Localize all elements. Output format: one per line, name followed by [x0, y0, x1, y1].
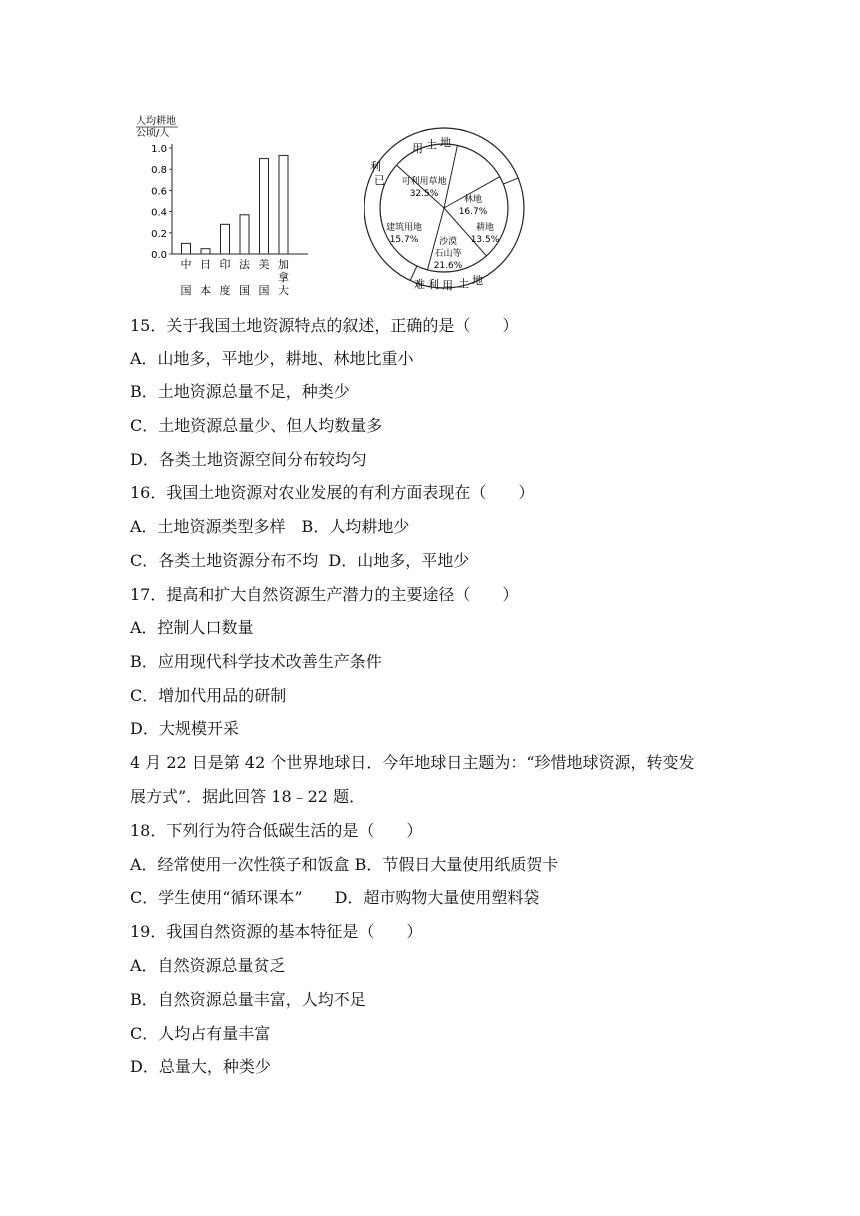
category-label: 国 — [258, 284, 270, 297]
ring-label: 用 — [412, 142, 423, 155]
y-tick-label: 0.4 — [151, 207, 167, 219]
bar-1 — [201, 249, 210, 254]
answer-option: C．各类土地资源分布不均 D．山地多，平地少 — [130, 551, 470, 570]
answer-option: D．大规模开采 — [130, 719, 239, 738]
ring-label: 利 — [428, 278, 439, 291]
answer-option: B．土地资源总量不足，种类少 — [130, 382, 350, 401]
category-label: 加 — [278, 258, 289, 271]
answer-option: C．土地资源总量少、但人均数量多 — [130, 416, 383, 435]
category-label: 本 — [200, 284, 211, 297]
bar-4 — [260, 159, 269, 254]
answer-option: C．人均占有量丰富 — [130, 1024, 271, 1043]
category-label: 美 — [258, 258, 270, 271]
slice-label: 石山等 — [434, 249, 462, 259]
bar-0 — [182, 243, 191, 254]
category-label: 大 — [278, 284, 289, 297]
slice-label: 耕地 — [475, 223, 495, 233]
category-label: 日 — [200, 258, 211, 271]
ring-divider-0 — [503, 178, 518, 184]
category-label: 印 — [219, 258, 231, 271]
slice-value: 21.6% — [433, 261, 463, 271]
land-resource-pie-chart — [364, 112, 534, 302]
answer-option: A．山地多，平地少，耕地、林地比重小 — [130, 349, 414, 368]
answer-option: B．应用现代科学技术改善生产条件 — [130, 652, 382, 671]
slice-label: 建筑用地 — [385, 223, 423, 233]
ring-label: 土 — [458, 277, 469, 290]
bar-2 — [221, 224, 230, 254]
category-label: 拿 — [278, 271, 289, 284]
ring-label: 用 — [442, 279, 453, 292]
category-label: 法 — [239, 258, 250, 271]
category-label: 国 — [180, 284, 192, 297]
answer-option: A．自然资源总量贫乏 — [130, 956, 286, 975]
answer-option: C．增加代用品的研制 — [130, 686, 287, 705]
ring-label: 利 — [370, 160, 381, 173]
slice-label: 沙漠 — [438, 237, 458, 247]
figure-area — [128, 112, 528, 302]
passage-text: 4 月 22 日是第 42 个世界地球日．今年地球日主题为：“珍惜地球资源，转变发 — [130, 753, 695, 772]
ring-label: 地 — [472, 274, 483, 287]
answer-option: D．各类土地资源空间分布较均匀 — [130, 450, 367, 469]
y-tick-label: 0.2 — [151, 228, 167, 240]
bar-3 — [240, 215, 249, 254]
y-tick-label: 0.8 — [151, 165, 167, 177]
ring-label: 土 — [426, 138, 437, 151]
answer-option: A．控制人口数量 — [130, 618, 254, 637]
question-stem: 18．下列行为符合低碳生活的是（ ） — [130, 821, 423, 840]
slice-label: 林地 — [463, 195, 483, 205]
ring-label: 地 — [440, 136, 451, 149]
answer-option: C．学生使用“循环课本” D．超市购物大量使用塑料袋 — [130, 888, 540, 907]
question-stem: 15．关于我国土地资源特点的叙述，正确的是（ ） — [130, 316, 519, 335]
category-label: 中 — [180, 258, 192, 271]
y-tick-label: 0.0 — [151, 250, 167, 261]
category-label: 度 — [219, 284, 231, 297]
passage-text: 展方式”．据此回答 18﹣22 题． — [130, 787, 366, 806]
category-label: 国 — [239, 284, 250, 297]
bar-5 — [279, 155, 288, 254]
slice-value: 13.5% — [470, 235, 500, 245]
slice-value: 15.7% — [389, 235, 419, 245]
y-axis-label: 人均耕地 — [136, 116, 176, 127]
question-stem: 17．提高和扩大自然资源生产潜力的主要途径（ ） — [130, 585, 519, 604]
slice-value: 32.5% — [409, 189, 439, 199]
answer-option: A．经常使用一次性筷子和饭盒 B．节假日大量使用纸质贺卡 — [130, 855, 559, 874]
ring-label: 难 — [414, 278, 425, 291]
answer-option: B．自然资源总量丰富，人均不足 — [130, 990, 366, 1009]
y-tick-label: 0.6 — [151, 186, 167, 198]
question-stem: 16．我国土地资源对农业发展的有利方面表现在（ ） — [130, 483, 535, 502]
answer-option: A．土地资源类型多样 B．人均耕地少 — [130, 517, 410, 536]
slice-label: 可利用草地 — [401, 177, 447, 187]
ring-label: 已 — [374, 174, 385, 187]
slice-value: 16.7% — [458, 207, 488, 217]
farmland-per-capita-bar-chart — [128, 112, 328, 302]
y-tick-label: 1.0 — [151, 144, 167, 155]
answer-option: D．总量大，种类少 — [130, 1057, 271, 1076]
question-stem: 19．我国自然资源的基本特征是（ ） — [130, 922, 423, 941]
y-axis-label: 公顷/人 — [136, 128, 170, 139]
